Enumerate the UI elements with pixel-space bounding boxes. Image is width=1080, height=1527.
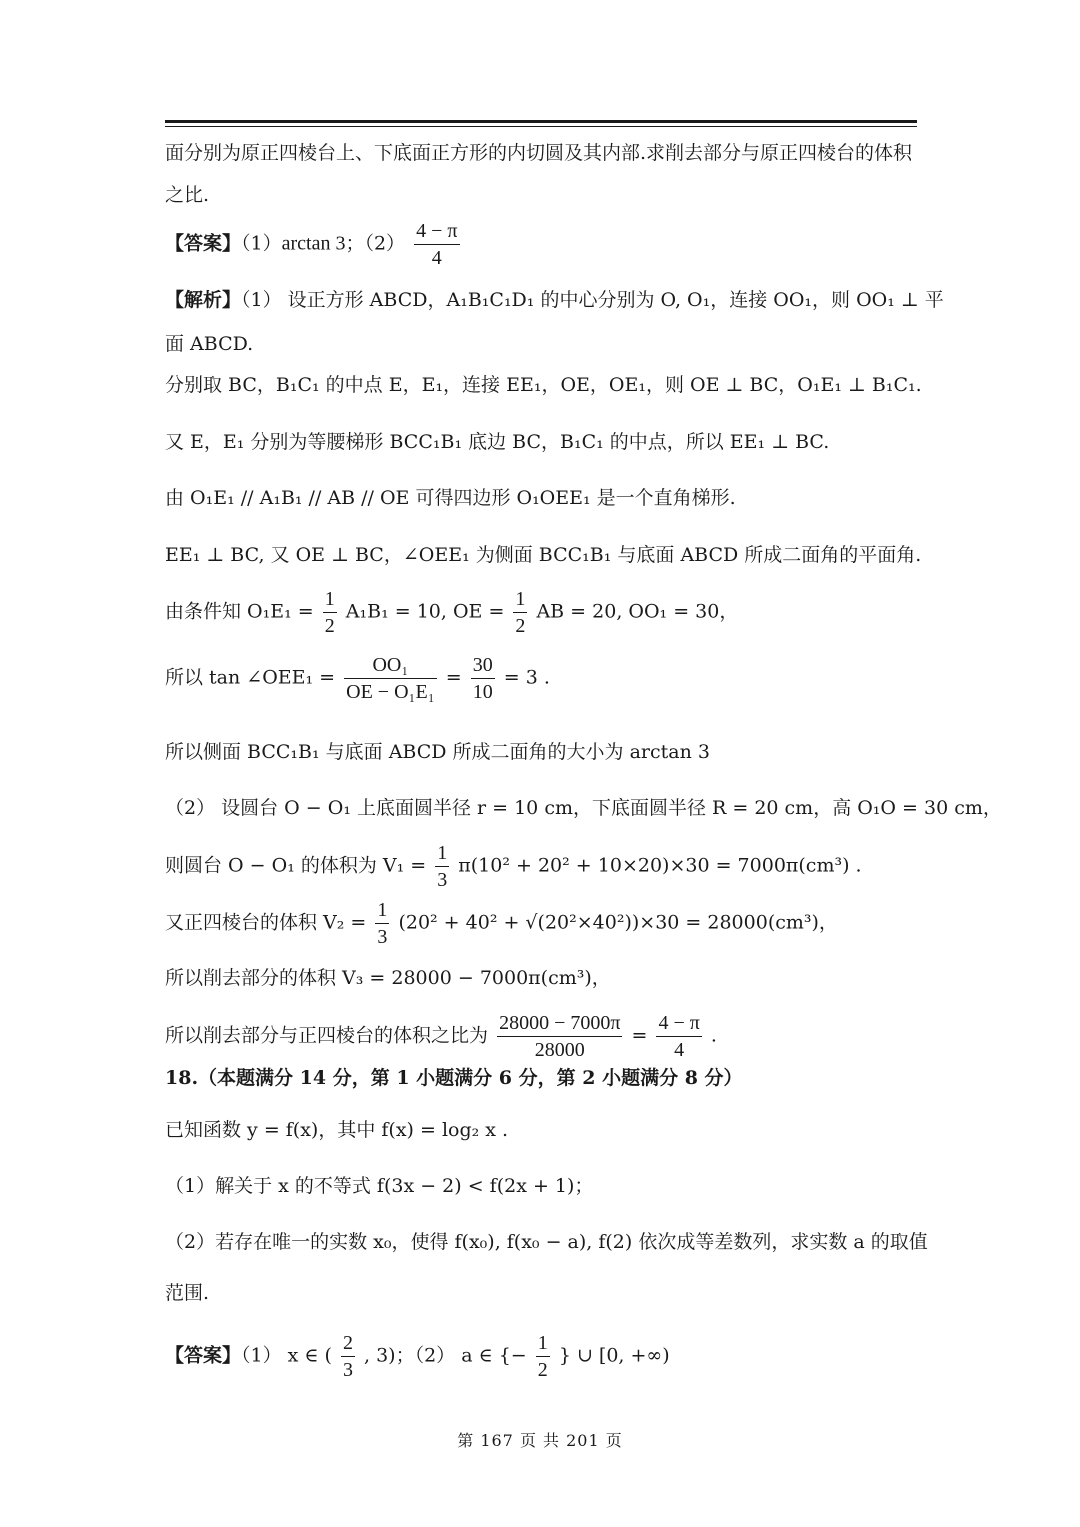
fraction-numerator: 30 — [471, 652, 495, 679]
fraction-denominator: 4 — [674, 1039, 685, 1061]
fraction-numerator: 1 — [513, 586, 527, 613]
solution-line — [165, 1010, 717, 1063]
question-line: 范围. — [165, 1282, 210, 1304]
math-text: 所以削去部分与正四棱台的体积之比为 — [165, 1024, 489, 1047]
math-text: = — [445, 666, 462, 689]
fraction — [375, 897, 389, 950]
fraction-numerator: OO₁ — [344, 652, 437, 679]
fraction — [536, 1330, 550, 1383]
fraction — [656, 1010, 701, 1063]
solution-line: 所以削去部分的体积 V₃ = 28000 − 7000π(cm³)， — [165, 967, 611, 989]
math-text: } ∪ [0, +∞) — [558, 1344, 670, 1367]
math-text: A₁B₁ = 10, OE = — [345, 600, 505, 623]
solution-line — [165, 288, 944, 312]
fraction-numerator: 1 — [435, 840, 449, 867]
solution-line: 又 E，E₁ 分别为等腰梯形 BCC₁B₁ 底边 BC，B₁C₁ 的中点，所以 EE₁ ⊥ BC. — [165, 431, 830, 453]
answer-part: ；（2） — [345, 232, 406, 255]
solution-line — [165, 652, 550, 705]
fraction-numerator: 2 — [341, 1330, 355, 1357]
fraction-numerator: 1 — [323, 586, 337, 613]
solution-line: 分别取 BC，B₁C₁ 的中点 E，E₁，连接 EE₁，OE，OE₁，则 OE ⊥ BC，O₁E₁ ⊥ B₁C₁. — [165, 374, 922, 396]
fraction-denominator: 2 — [324, 615, 335, 637]
math-text: 所以 tan ∠OEE₁ = — [165, 666, 336, 689]
fraction-numerator: 1 — [375, 897, 389, 924]
math-text: （1） x ∈ ( — [241, 1344, 332, 1367]
fraction — [513, 586, 527, 639]
fraction-denominator: 28000 — [534, 1039, 585, 1061]
fraction — [341, 1330, 355, 1383]
fraction-numerator: 1 — [536, 1330, 550, 1357]
paragraph-line: 面分别为原正四棱台上、下底面正方形的内切圆及其内部.求削去部分与原正四棱台的体积 — [165, 142, 913, 164]
fraction-denominator: 2 — [537, 1359, 548, 1381]
fraction — [471, 652, 495, 705]
solution-line: 由 O₁E₁ // A₁B₁ // AB // OE 可得四边形 O₁OEE₁ 是一个直角梯形. — [165, 487, 736, 509]
answer-label: 【答案】 — [165, 1344, 242, 1367]
fraction-denominator: 3 — [437, 869, 448, 891]
fraction — [344, 652, 437, 705]
math-text: , 3)；（2） a ∈ {− — [364, 1344, 527, 1367]
math-text: π(10² + 20² + 10×20)×30 = 7000π(cm³) . — [458, 854, 862, 877]
fraction-numerator: 4 − π — [656, 1010, 701, 1037]
header-rule-thin — [165, 126, 917, 127]
fraction — [414, 218, 459, 271]
solution-line — [165, 897, 838, 950]
header-rule-thick — [165, 120, 917, 123]
question-line: （1）解关于 x 的不等式 f(3x − 2) < f(2x + 1)； — [165, 1175, 594, 1197]
solution-line: EE₁ ⊥ BC, 又 OE ⊥ BC，∠OEE₁ 为侧面 BCC₁B₁ 与底面 ABCD 所成二面角的平面角. — [165, 544, 922, 566]
solution-line: （2） 设圆台 O − O₁ 上底面圆半径 r = 10 cm，下底面圆半径 R = 20 cm，高 O₁O = 30 cm， — [165, 797, 1002, 819]
fraction-denominator: 4 — [431, 247, 442, 269]
solution-line: 面 ABCD. — [165, 333, 254, 355]
fraction-numerator: 4 − π — [414, 218, 459, 245]
math-text: 又正四棱台的体积 V₂ = — [165, 911, 367, 934]
question-line: （2）若存在唯一的实数 x₀，使得 f(x₀), f(x₀ − a), f(2) 依次成等差数列，求实数 a 的取值 — [165, 1231, 928, 1253]
math-text: 则圆台 O − O₁ 的体积为 V₁ = — [165, 854, 427, 877]
fraction-denominator: 3 — [342, 1359, 353, 1381]
paragraph-line: 之比. — [165, 184, 210, 206]
fraction-numerator: 28000 − 7000π — [497, 1010, 622, 1037]
solution-line: 所以侧面 BCC₁B₁ 与底面 ABCD 所成二面角的大小为 arctan 3 — [165, 741, 710, 763]
solution-label: 【解析】 — [165, 289, 242, 311]
fraction-denominator: OE − O₁E₁ — [346, 681, 435, 703]
answer-label: 【答案】 — [165, 232, 242, 255]
page-footer: 第 167 页 共 201 页 — [457, 1431, 623, 1450]
fraction-denominator: 3 — [377, 926, 388, 948]
answer-part: （1） — [241, 232, 282, 255]
math-text: = — [631, 1024, 648, 1047]
solution-line — [165, 840, 862, 893]
math-text: 由条件知 O₁E₁ = — [165, 600, 314, 623]
question-heading: 18.（本题满分 14 分，第 1 小题满分 6 分，第 2 小题满分 8 分） — [165, 1067, 743, 1089]
answer-line — [165, 1330, 670, 1383]
answer-line — [165, 218, 463, 271]
answer-value: arctan 3 — [281, 232, 346, 255]
solution-text: （1） 设正方形 ABCD，A₁B₁C₁D₁ 的中心分别为 O, O₁，连接 OO₁，则 OO₁ ⊥ 平 — [241, 289, 944, 311]
math-text: . — [710, 1024, 717, 1047]
math-text: = 3 . — [503, 666, 550, 689]
fraction — [497, 1010, 622, 1063]
math-text: AB = 20, OO₁ = 30， — [536, 600, 739, 623]
fraction-denominator: 2 — [515, 615, 526, 637]
solution-line — [165, 586, 738, 639]
math-text: (20² + 40² + √(20²×40²))×30 = 28000(cm³)， — [398, 911, 838, 934]
question-line: 已知函数 y = f(x)，其中 f(x) = log₂ x . — [165, 1119, 509, 1141]
fraction-denominator: 10 — [472, 681, 493, 703]
fraction — [323, 586, 337, 639]
fraction — [435, 840, 449, 893]
